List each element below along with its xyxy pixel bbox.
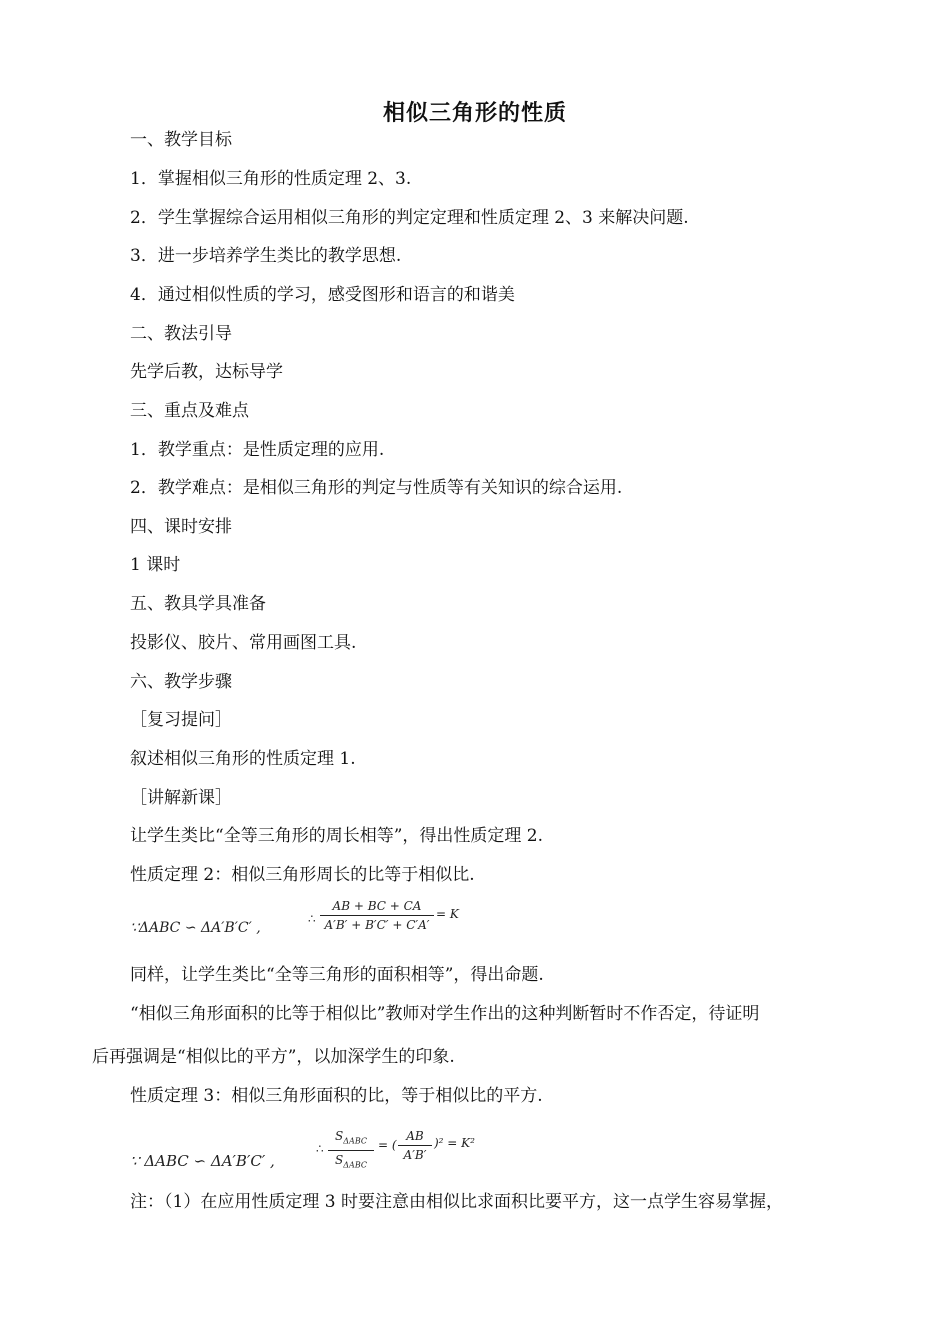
formula2-ratio-denominator: A′B′ <box>403 1148 427 1162</box>
formula2-ratio-fraction <box>398 1128 432 1163</box>
theorem-2: 性质定理 2：相似三角形周长的比等于相似比. <box>130 865 475 885</box>
section-heading-materials: 五、教具学具准备 <box>130 594 266 614</box>
materials-text: 投影仪、胶片、常用画图工具. <box>130 633 357 653</box>
formula2-num-sub: ΔABC <box>343 1136 367 1146</box>
section-heading-objectives: 一、教学目标 <box>130 130 232 150</box>
objective-item-1: 1．掌握相似三角形的性质定理 2、3. <box>130 169 412 189</box>
objective-item-3: 3．进一步培养学生类比的教学思想. <box>130 246 402 266</box>
formula1-therefore: ∴ <box>308 912 316 926</box>
formula1-denominator: A′B′ + B′C′ + C′A′ <box>324 918 430 932</box>
formula1-fraction <box>320 898 434 933</box>
section-heading-schedule: 四、课时安排 <box>130 517 232 537</box>
objective-item-2: 2．学生掌握综合运用相似三角形的判定定理和性质定理 2、3 来解决问题. <box>130 208 689 228</box>
paragraph-analogy-area: 同样，让学生类比“全等三角形的面积相等”，得出命题. <box>130 965 544 985</box>
formula2-given: ∵ ΔABC ∽ ΔA′B′C′ , <box>130 1152 275 1170</box>
key-point-2: 2．教学难点：是相似三角形的判定与性质等有关知识的综合运用. <box>130 478 623 498</box>
formula2-area-numerator <box>328 1128 374 1149</box>
formula2-ratio-numerator: AB <box>406 1129 424 1143</box>
theorem-3: 性质定理 3：相似三角形面积的比，等于相似比的平方. <box>130 1086 543 1106</box>
formula2-den-symbol: S <box>335 1153 344 1168</box>
section-heading-steps: 六、教学步骤 <box>130 672 232 692</box>
formula2-den-sub: ΔABC <box>343 1160 367 1170</box>
paragraph-area-claim-line1: “相似三角形面积的比等于相似比”教师对学生作出的这种判断暂时不作否定，待证明 <box>130 1004 760 1024</box>
formula2-area-denominator <box>328 1152 374 1173</box>
formula2-therefore: ∴ <box>316 1142 324 1156</box>
paragraph-analogy-perimeter: 让学生类比“全等三角形的周长相等”，得出性质定理 2. <box>130 826 544 846</box>
formula1-fraction-bar <box>320 915 434 916</box>
formula2-area-fraction <box>328 1128 374 1174</box>
formula1-rhs: = K <box>436 907 459 921</box>
formula2-num-symbol: S <box>335 1129 344 1143</box>
schedule-text: 1 课时 <box>130 555 181 575</box>
formula2-ratio-bar <box>398 1145 432 1146</box>
formula2-rhs: )² = K² <box>434 1136 475 1150</box>
document-title: 相似三角形的性质 <box>382 101 567 126</box>
section-heading-key-points: 三、重点及难点 <box>130 401 249 421</box>
review-tag: ［复习提问］ <box>130 710 232 730</box>
formula2-area-fraction-bar <box>328 1150 374 1151</box>
formula1-given: ∵ΔABC ∽ ΔA′B′C′ , <box>130 920 261 936</box>
section-heading-method: 二、教法引导 <box>130 324 232 344</box>
formula2-equals-paren: = ( <box>378 1138 397 1152</box>
method-text: 先学后教，达标导学 <box>130 362 283 382</box>
paragraph-area-claim-line2: 后再强调是“相似比的平方”，以加深学生的印象. <box>92 1047 455 1067</box>
key-point-1: 1．教学重点：是性质定理的应用. <box>130 440 385 460</box>
review-text: 叙述相似三角形的性质定理 1. <box>130 749 356 769</box>
objective-item-4: 4．通过相似性质的学习，感受图形和语言的和谐美 <box>130 285 515 305</box>
new-lesson-tag: ［讲解新课］ <box>130 788 232 808</box>
formula1-numerator: AB + BC + CA <box>332 899 422 913</box>
note-text: 注：（1）在应用性质定理 3 时要注意由相似比求面积比要平方，这一点学生容易掌握， <box>130 1192 783 1212</box>
